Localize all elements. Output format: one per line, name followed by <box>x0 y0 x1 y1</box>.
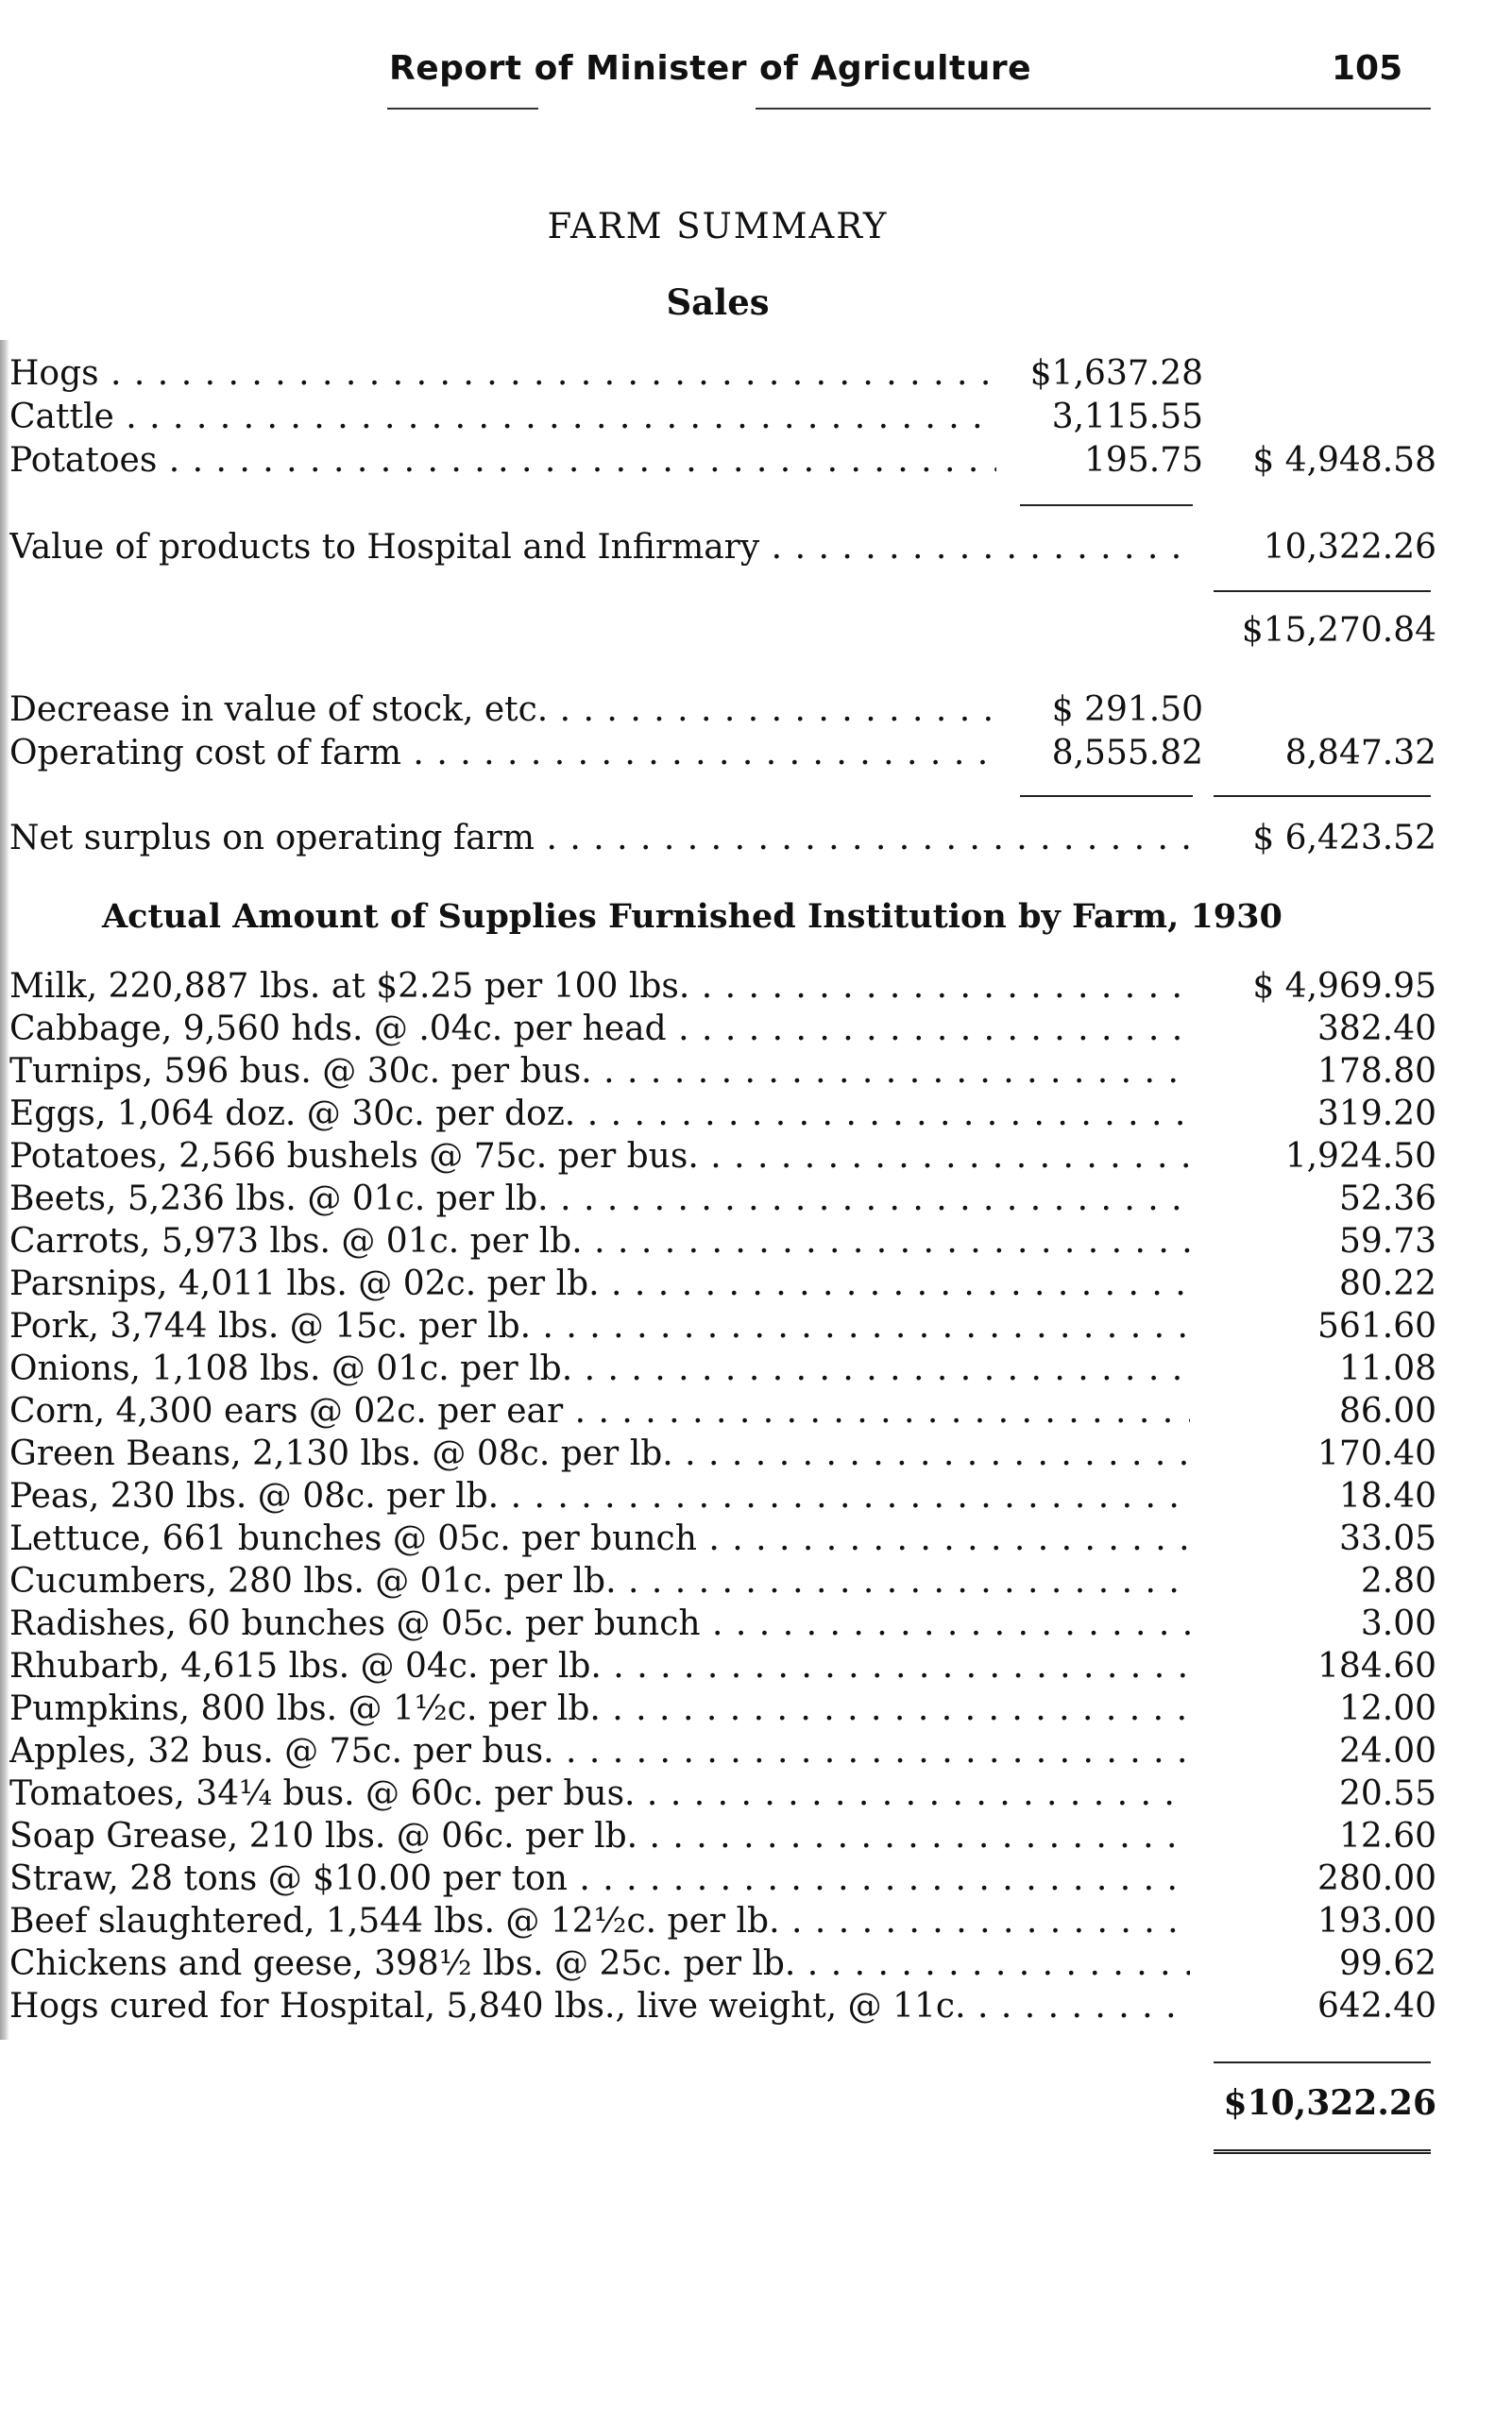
supply-row-value: 561.60 <box>1207 1305 1436 1349</box>
supply-row-label: Green Beans, 2,130 lbs. @ 08c. per lb. . . . <box>9 1433 1190 1476</box>
expense-row-amount: $ 291.50 <box>999 688 1203 732</box>
supplies-heading: Actual Amount of Supplies Furnished Institution by Farm, 1930 <box>102 897 1283 936</box>
supply-row-label: Soap Grease, 210 lbs. @ 06c. per lb. . . . <box>9 1815 1190 1858</box>
expense-row <box>9 732 1436 775</box>
supply-row-label: Cabbage, 9,560 hds. @ .04c. per head . . . <box>9 1008 1190 1051</box>
supply-row <box>9 965 1436 1009</box>
supply-row-label: Pork, 3,744 lbs. @ 15c. per lb. . . . <box>9 1305 1190 1349</box>
supply-row <box>9 1263 1436 1306</box>
supply-row <box>9 1518 1436 1561</box>
farm-summary-heading: FARM SUMMARY <box>547 206 889 246</box>
double-total-rule <box>1214 2149 1431 2154</box>
supply-row-label: Lettuce, 661 bunches @ 05c. per bunch . . . <box>9 1518 1190 1561</box>
gross-total-row <box>9 609 1436 653</box>
sales-heading: Sales <box>666 281 770 323</box>
supply-row <box>9 1730 1436 1773</box>
hospital-value-label: Value of products to Hospital and Infirmary . . . <box>9 526 1190 569</box>
sales-row-label: Hogs . . . <box>9 352 996 396</box>
page-number: 105 <box>1332 49 1403 88</box>
supply-row-label: Straw, 28 tons @ $10.00 per ton . . . <box>9 1858 1190 1901</box>
gross-total-amount: $15,270.84 <box>1207 609 1436 653</box>
sales-row-amount: 3,115.55 <box>999 396 1203 439</box>
expense-row-label: Decrease in value of stock, etc. . . . <box>9 688 996 732</box>
running-head-title: Report of Minister of Agriculture <box>389 49 1032 88</box>
supply-row <box>9 1858 1436 1901</box>
supply-row <box>9 1220 1436 1264</box>
supply-row-label: Chickens and geese, 398½ lbs. @ 25c. per lb. . . . <box>9 1942 1190 1986</box>
supply-row <box>9 1688 1436 1731</box>
supply-row-value: 3.00 <box>1207 1603 1436 1646</box>
supply-row-label: Tomatoes, 34¼ bus. @ 60c. per bus. . . . <box>9 1773 1190 1816</box>
supply-row-value: 2.80 <box>1207 1560 1436 1603</box>
supply-row-value: 11.08 <box>1207 1348 1436 1391</box>
sales-row-label: Cattle . . . <box>9 396 996 439</box>
supply-row <box>9 1985 1436 2028</box>
supply-row-label: Radishes, 60 bunches @ 05c. per bunch . . . <box>9 1603 1190 1646</box>
supply-row-label: Milk, 220,887 lbs. at $2.25 per 100 lbs. . . . <box>9 965 1190 1009</box>
net-surplus-amount: $ 6,423.52 <box>1207 817 1436 860</box>
expense-row-amount: 8,555.82 <box>999 732 1203 775</box>
sales-row-amount: 195.75 <box>999 439 1203 483</box>
supply-row-label: Parsnips, 4,011 lbs. @ 02c. per lb. . . . <box>9 1263 1190 1306</box>
supply-row <box>9 1305 1436 1349</box>
supply-row <box>9 1815 1436 1858</box>
supply-row <box>9 1093 1436 1136</box>
hospital-value-row <box>9 526 1436 569</box>
supplies-total-row <box>9 2081 1436 2125</box>
net-surplus-row <box>9 817 1436 860</box>
supply-row <box>9 1773 1436 1816</box>
supply-row-value: 59.73 <box>1207 1220 1436 1264</box>
supply-row-label: Eggs, 1,064 doz. @ 30c. per doz. . . . <box>9 1093 1190 1136</box>
supply-row <box>9 1390 1436 1434</box>
supply-row-value: 33.05 <box>1207 1518 1436 1561</box>
supply-row-value: 319.20 <box>1207 1093 1436 1136</box>
sales-row <box>9 396 1431 439</box>
supply-row-value: 18.40 <box>1207 1475 1436 1518</box>
supply-row-value: 80.22 <box>1207 1263 1436 1306</box>
sales-row-amount: $1,637.28 <box>999 352 1203 396</box>
supply-row-label: Apples, 32 bus. @ 75c. per bus. . . . <box>9 1730 1190 1773</box>
supply-row <box>9 1008 1436 1051</box>
subtotal-rule <box>1214 590 1431 592</box>
supply-row-value: 193.00 <box>1207 1900 1436 1943</box>
supply-row-label: Cucumbers, 280 lbs. @ 01c. per lb. . . . <box>9 1560 1190 1603</box>
supply-row-label: Onions, 1,108 lbs. @ 01c. per lb. . . . <box>9 1348 1190 1391</box>
supplies-total-amount: $10,322.26 <box>1207 2081 1436 2125</box>
supply-row <box>9 1603 1436 1646</box>
sales-row <box>9 439 1436 483</box>
supply-row-value: 99.62 <box>1207 1942 1436 1986</box>
supply-row <box>9 1050 1436 1094</box>
supply-row <box>9 1135 1436 1179</box>
binding-shadow <box>0 340 9 2040</box>
supply-row-value: 382.40 <box>1207 1008 1436 1051</box>
supply-row-value: $ 4,969.95 <box>1207 965 1436 1009</box>
supply-row-label: Beets, 5,236 lbs. @ 01c. per lb. . . . <box>9 1178 1190 1221</box>
supply-row-value: 178.80 <box>1207 1050 1436 1094</box>
supply-row-label: Corn, 4,300 ears @ 02c. per ear . . . <box>9 1390 1190 1434</box>
header-rule <box>756 108 1431 110</box>
supply-row-label: Turnips, 596 bus. @ 30c. per bus. . . . <box>9 1050 1190 1094</box>
supply-row-label: Carrots, 5,973 lbs. @ 01c. per lb. . . . <box>9 1220 1190 1264</box>
supply-row-value: 12.60 <box>1207 1815 1436 1858</box>
supply-row-label: Peas, 230 lbs. @ 08c. per lb. . . . <box>9 1475 1190 1518</box>
supply-row <box>9 1900 1436 1943</box>
sales-row <box>9 352 1431 396</box>
hospital-value-amount: 10,322.26 <box>1207 526 1436 569</box>
supply-row-value: 20.55 <box>1207 1773 1436 1816</box>
supply-row-value: 12.00 <box>1207 1688 1436 1731</box>
sales-row-label: Potatoes . . . <box>9 439 996 483</box>
net-surplus-label: Net surplus on operating farm . . . <box>9 817 1190 860</box>
supply-row-value: 1,924.50 <box>1207 1135 1436 1179</box>
total-rule <box>1214 2061 1431 2063</box>
supply-row <box>9 1348 1436 1391</box>
supply-row-label: Pumpkins, 800 lbs. @ 1½c. per lb. . . . <box>9 1688 1190 1731</box>
header-rule <box>387 108 538 110</box>
subtotal-rule <box>1020 504 1193 506</box>
supply-row-value: 24.00 <box>1207 1730 1436 1773</box>
sales-subtotal: $ 4,948.58 <box>1207 439 1436 483</box>
subtotal-rule <box>1214 795 1431 797</box>
supply-row-label: Hogs cured for Hospital, 5,840 lbs., live weight, @ 11c. . . . <box>9 1985 1190 2028</box>
supply-row <box>9 1475 1436 1518</box>
supply-row-label: Potatoes, 2,566 bushels @ 75c. per bus. . . . <box>9 1135 1190 1179</box>
supply-row <box>9 1178 1436 1221</box>
supply-row-label: Rhubarb, 4,615 lbs. @ 04c. per lb. . . . <box>9 1645 1190 1688</box>
supply-row-value: 184.60 <box>1207 1645 1436 1688</box>
supply-row-label: Beef slaughtered, 1,544 lbs. @ 12½c. per lb. . . . <box>9 1900 1190 1943</box>
supply-row-value: 86.00 <box>1207 1390 1436 1434</box>
expense-total: 8,847.32 <box>1207 732 1436 775</box>
supply-row <box>9 1645 1436 1688</box>
supply-row <box>9 1433 1436 1476</box>
supply-row <box>9 1560 1436 1603</box>
supply-row-value: 52.36 <box>1207 1178 1436 1221</box>
supply-row-value: 170.40 <box>1207 1433 1436 1476</box>
expense-row <box>9 688 1431 732</box>
supply-row-value: 642.40 <box>1207 1985 1436 2028</box>
subtotal-rule <box>1020 795 1193 797</box>
supply-row <box>9 1942 1436 1986</box>
supply-row-value: 280.00 <box>1207 1858 1436 1901</box>
expense-row-label: Operating cost of farm . . . <box>9 732 996 775</box>
